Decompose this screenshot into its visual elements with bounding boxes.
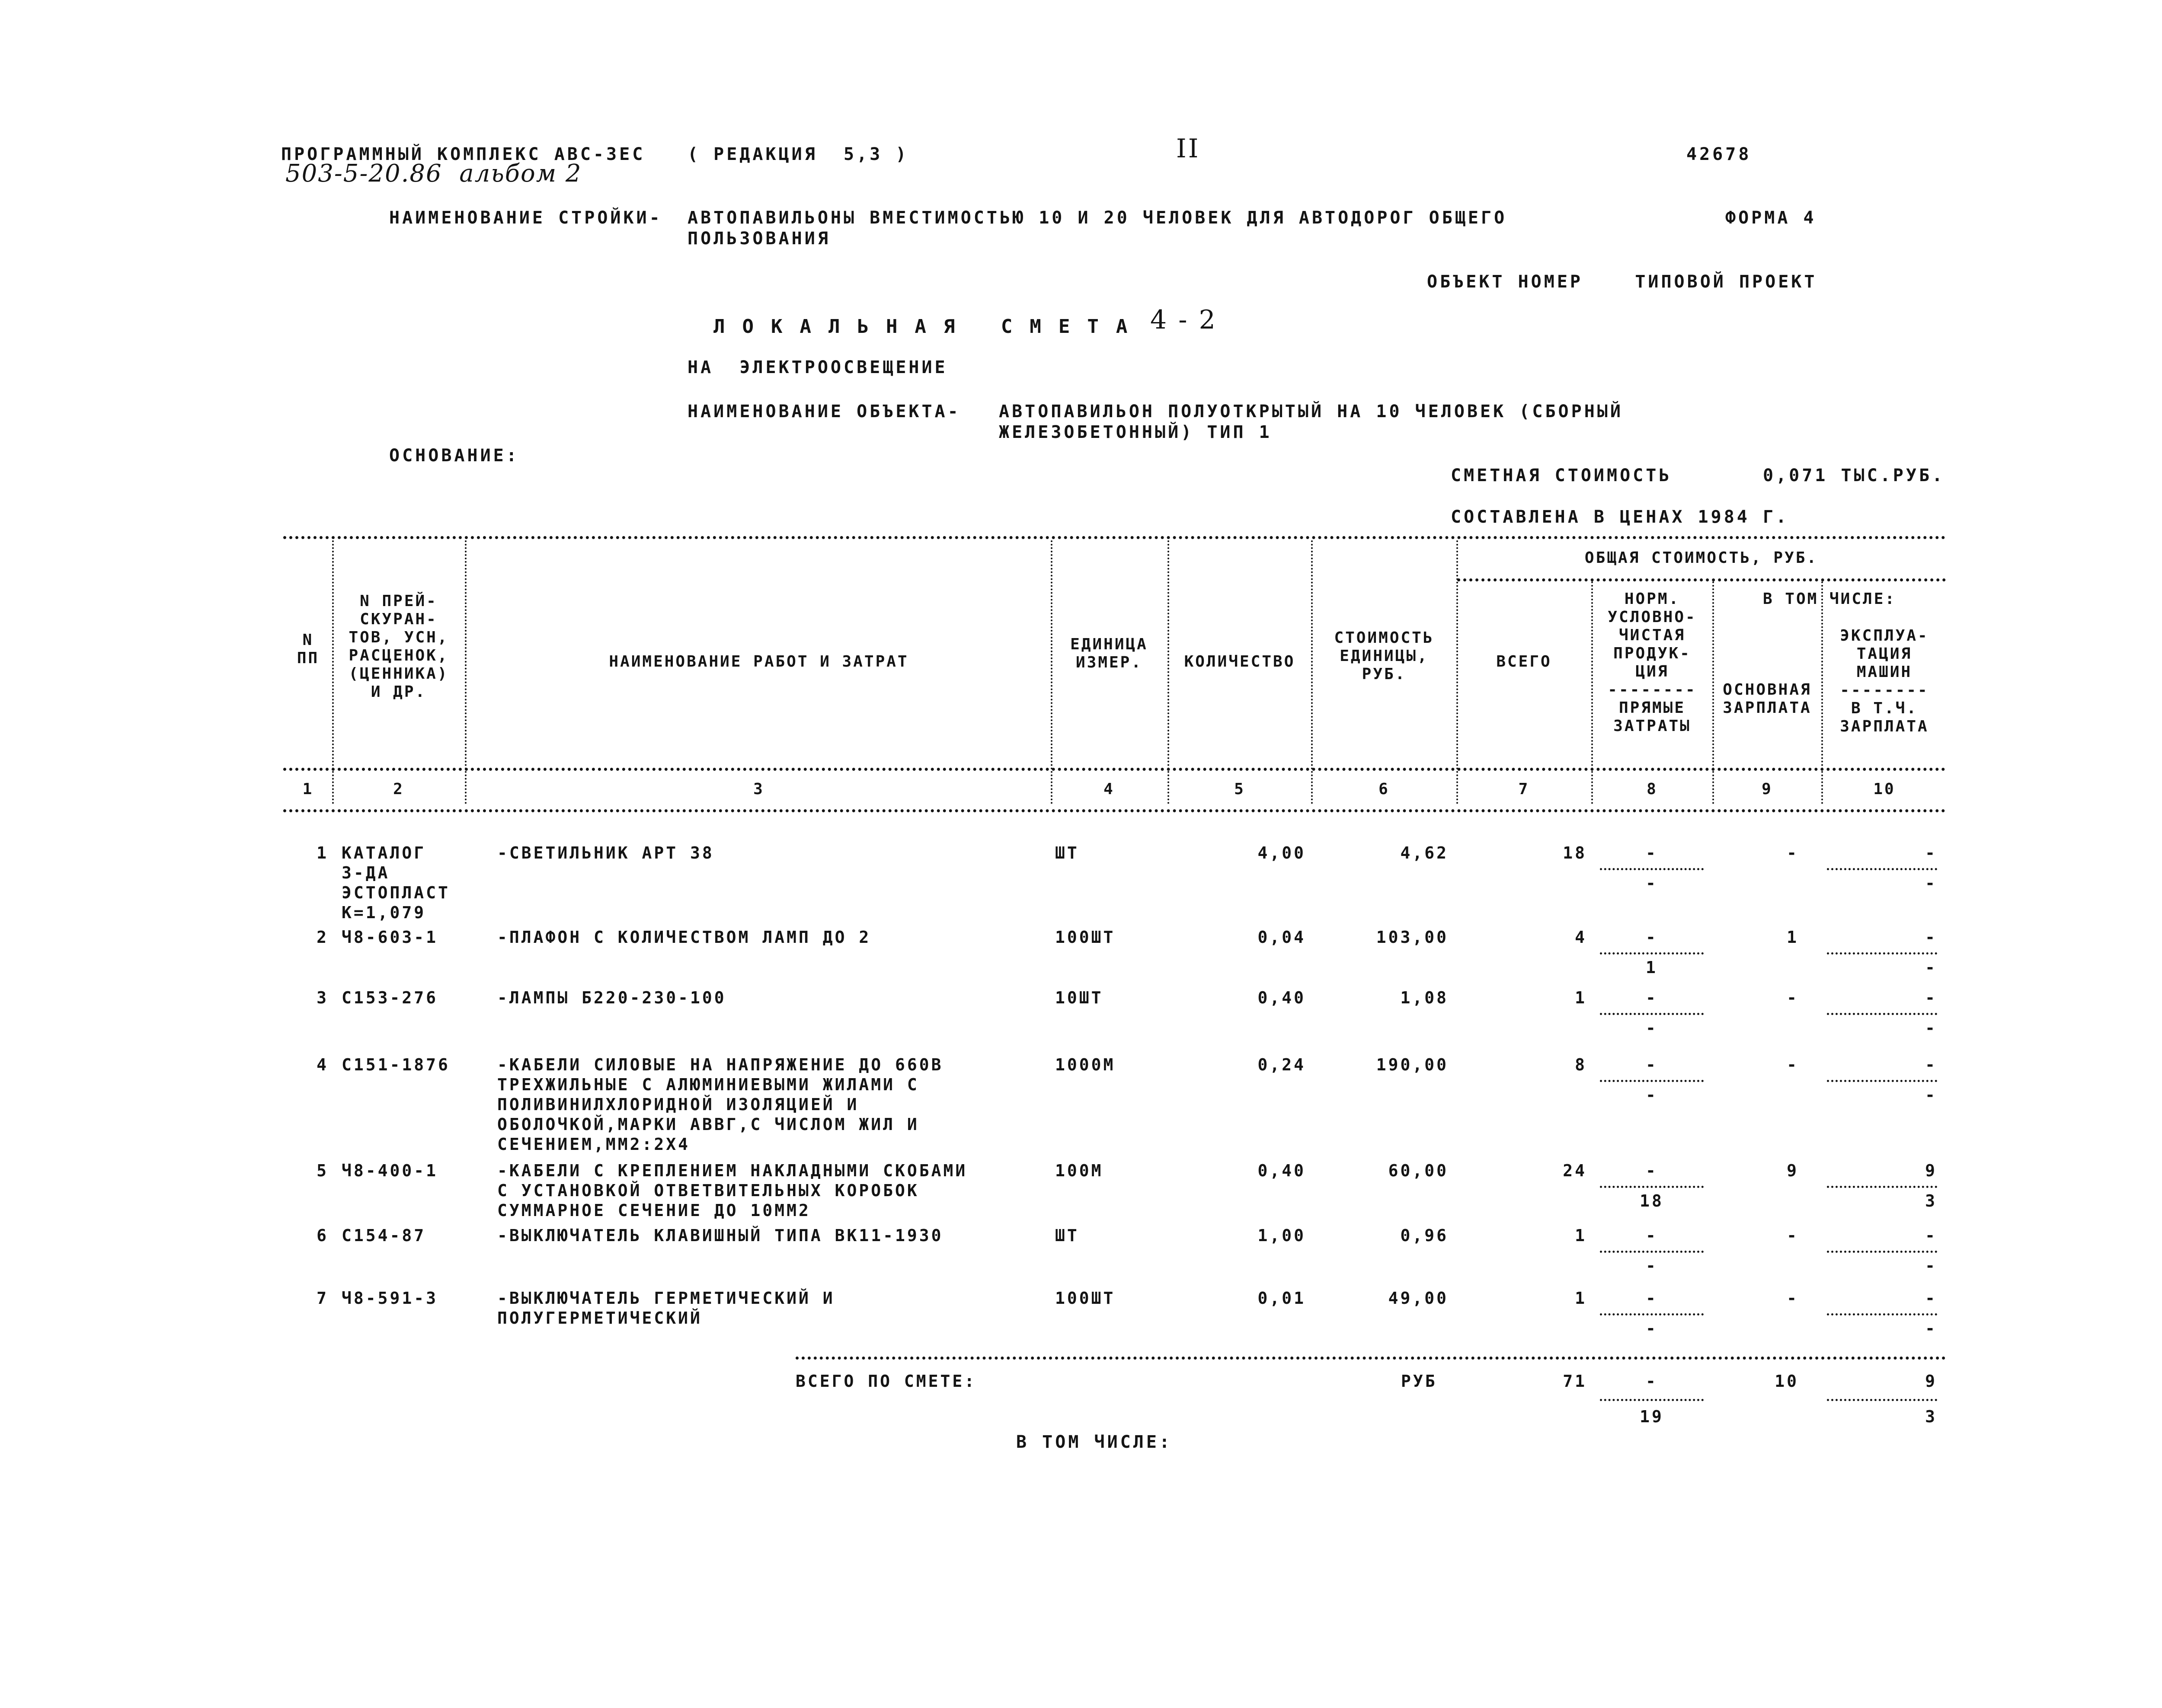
- totals-machines-top: 9: [1925, 1372, 1937, 1391]
- object-value-1: АВТОПАВИЛЬОН ПОЛУОТКРЫТЫЙ НА 10 ЧЕЛОВЕК (СБОРНЫЙ: [999, 402, 1623, 421]
- table-top-rule: [283, 536, 1946, 539]
- row-norm-bottom: 1: [1646, 958, 1658, 977]
- totals-norm-top: -: [1646, 1372, 1658, 1391]
- totals-salary: 10: [1775, 1372, 1799, 1391]
- row-machines-top: -: [1925, 1226, 1937, 1245]
- row-norm-divider: [1600, 1186, 1704, 1188]
- row-unit-price: 60,00: [1388, 1161, 1449, 1180]
- row-quantity: 0,40: [1257, 988, 1306, 1007]
- row-quantity: 4,00: [1257, 843, 1306, 862]
- row-unit-price: 49,00: [1388, 1289, 1449, 1308]
- col-header-norm: НОРМ. УСЛОВНО- ЧИСТАЯ ПРОДУК- ЦИЯ -------- ПРЯМЫЕ ЗАТРАТЫ: [1608, 590, 1697, 735]
- including-label: В ТОМ ЧИСЛЕ:: [1016, 1432, 1172, 1452]
- col-header-unit: ЕДИНИЦА ИЗМЕР.: [1070, 635, 1148, 671]
- construction-value-2: ПОЛЬЗОВАНИЯ: [688, 229, 831, 249]
- row-norm-top: -: [1646, 1289, 1658, 1308]
- row-number: 3: [317, 988, 329, 1007]
- row-name: -ПЛАФОН С КОЛИЧЕСТВОМ ЛАМП ДО 2: [497, 928, 871, 947]
- row-norm-bottom: -: [1646, 874, 1658, 893]
- object-value-2: ЖЕЛЕЗОБЕТОННЫЙ) ТИП 1: [999, 422, 1272, 442]
- row-number: 4: [317, 1055, 329, 1074]
- row-name: -ВЫКЛЮЧАТЕЛЬ КЛАВИШНЫЙ ТИПА ВК11-1930: [497, 1226, 943, 1245]
- row-machines-bottom: -: [1925, 1085, 1937, 1105]
- row-quantity: 0,04: [1257, 928, 1306, 947]
- construction-value-1: АВТОПАВИЛЬОНЫ ВМЕСТИМОСТЬЮ 10 И 20 ЧЕЛОВЕК ДЛЯ АВТОДОРОГ ОБЩЕГО: [688, 208, 1507, 228]
- row-machines-bottom: 3: [1925, 1191, 1937, 1210]
- row-norm-top: -: [1646, 843, 1658, 862]
- object-number: ОБЪЕКТ НОМЕР ТИПОВОЙ ПРОЕКТ: [1427, 272, 1817, 292]
- totals-total: 71: [1563, 1372, 1587, 1391]
- row-machines-bottom: -: [1925, 1319, 1937, 1338]
- row-norm-bottom: -: [1646, 1018, 1658, 1038]
- col-header-total-cost-group: ОБЩАЯ СТОИМОСТЬ, РУБ.: [1584, 549, 1818, 567]
- totals-machines-bottom: 3: [1925, 1407, 1937, 1426]
- row-name: -СВЕТИЛЬНИК АРТ 38: [497, 843, 714, 862]
- col-divider-3: [1051, 540, 1052, 804]
- row-total: 4: [1575, 928, 1587, 947]
- row-norm-top: -: [1646, 928, 1658, 947]
- col-number: 7: [1518, 780, 1530, 798]
- row-total: 18: [1563, 843, 1587, 862]
- row-norm-bottom: -: [1646, 1256, 1658, 1275]
- row-salary: -: [1787, 1055, 1799, 1074]
- col-header-code: N ПРЕЙ- СКУРАН- ТОВ, УСН, РАСЦЕНОК, (ЦЕННИКА) И ДР.: [349, 592, 449, 701]
- row-salary: -: [1787, 988, 1799, 1007]
- row-salary: -: [1787, 1226, 1799, 1245]
- row-quantity: 0,01: [1257, 1289, 1306, 1308]
- col-header-quantity: КОЛИЧЕСТВО: [1184, 653, 1295, 670]
- document-code: 42678: [1686, 144, 1752, 164]
- row-machines-top: -: [1925, 928, 1937, 947]
- totals-unit: РУБ: [1401, 1372, 1437, 1391]
- col-header-including-group: В ТОМ ЧИСЛЕ:: [1762, 590, 1897, 608]
- row-total: 1: [1575, 1226, 1587, 1245]
- row-norm-divider: [1600, 1080, 1704, 1082]
- row-name: -ЛАМПЫ Б220-230-100: [497, 988, 726, 1007]
- row-machines-bottom: -: [1925, 958, 1937, 977]
- row-machines-divider: [1827, 1013, 1937, 1015]
- row-name: -КАБЕЛИ СИЛОВЫЕ НА НАПРЯЖЕНИЕ ДО 660В ТРЕХЖИЛЬНЫЕ С АЛЮМИНИЕВЫМИ ЖИЛАМИ С ПОЛИВИНИЛХЛОРИДНОЙ ИЗОЛЯЦИЕЙ И ОБОЛОЧКОЙ,МАРКИ АВВГ,С ЧИСЛОМ ЖИЛ И СЕЧЕНИЕМ,ММ2:2Х4: [497, 1055, 943, 1154]
- row-unit: 10ШТ: [1055, 988, 1103, 1007]
- totals-label: ВСЕГО ПО СМЕТЕ:: [796, 1372, 977, 1391]
- row-total: 8: [1575, 1055, 1587, 1074]
- row-unit: ШТ: [1055, 843, 1079, 862]
- row-norm-bottom: -: [1646, 1319, 1658, 1338]
- col-number: 2: [393, 780, 404, 798]
- col-number: 3: [753, 780, 764, 798]
- sheet-number: II: [1176, 134, 1200, 164]
- row-unit-price: 190,00: [1376, 1055, 1449, 1074]
- price-level: СОСТАВЛЕНА В ЦЕНАХ 1984 Г.: [1451, 507, 1789, 527]
- totals-norm-bottom: 19: [1640, 1407, 1664, 1426]
- program-name: ПРОГРАММНЫЙ КОМПЛЕКС АВС-ЗЕС: [281, 144, 646, 164]
- row-unit: 100ШТ: [1055, 1289, 1116, 1308]
- row-machines-top: -: [1925, 843, 1937, 862]
- totals-rule: [796, 1357, 1946, 1360]
- construction-label: НАИМЕНОВАНИЕ СТРОЙКИ-: [389, 208, 662, 228]
- col-number: 4: [1103, 780, 1115, 798]
- col-number: 5: [1234, 780, 1245, 798]
- row-code: С151-1876: [342, 1055, 450, 1074]
- row-name: -КАБЕЛИ С КРЕПЛЕНИЕМ НАКЛАДНЫМИ СКОБАМИ С УСТАНОВКОЙ ОТВЕТВИТЕЛЬНЫХ КОРОБОК СУММАРНОЕ СЕЧЕНИЕ ДО 10ММ2: [497, 1161, 968, 1220]
- row-unit: 100М: [1055, 1161, 1103, 1180]
- row-norm-bottom: -: [1646, 1085, 1658, 1105]
- handwritten-album-note: 503-5-20.86 альбом 2: [285, 160, 582, 188]
- row-name: -ВЫКЛЮЧАТЕЛЬ ГЕРМЕТИЧЕСКИЙ И ПОЛУГЕРМЕТИЧЕСКИЙ: [497, 1289, 835, 1328]
- col-number: 1: [302, 780, 314, 798]
- row-code: Ч8-591-3: [342, 1289, 438, 1308]
- col-number: 9: [1762, 780, 1773, 798]
- col-header-name: НАИМЕНОВАНИЕ РАБОТ И ЗАТРАТ: [609, 653, 909, 670]
- row-salary: 1: [1787, 928, 1799, 947]
- row-machines-divider: [1827, 1186, 1937, 1188]
- total-cost-group-rule: [1457, 578, 1946, 581]
- number-row-bottom-rule: [283, 809, 1946, 812]
- row-norm-bottom: 18: [1640, 1191, 1664, 1210]
- row-machines-top: -: [1925, 1289, 1937, 1308]
- totals-norm-divider: [1600, 1399, 1704, 1401]
- row-machines-divider: [1827, 868, 1937, 870]
- row-machines-top: 9: [1925, 1161, 1937, 1180]
- row-norm-divider: [1600, 1313, 1704, 1315]
- row-norm-divider: [1600, 1013, 1704, 1015]
- row-total: 24: [1563, 1161, 1587, 1180]
- col-divider-2: [465, 540, 467, 804]
- row-quantity: 0,40: [1257, 1161, 1306, 1180]
- row-machines-bottom: -: [1925, 1018, 1937, 1038]
- col-number: 10: [1873, 780, 1896, 798]
- row-code: КАТАЛОГ 3-ДА ЭСТОПЛАСТ К=1,079: [342, 843, 450, 922]
- edition: ( РЕДАКЦИЯ 5,3 ): [688, 144, 909, 164]
- row-machines-divider: [1827, 1313, 1937, 1315]
- row-norm-top: -: [1646, 988, 1658, 1007]
- object-label: НАИМЕНОВАНИЕ ОБЪЕКТА-: [688, 402, 961, 421]
- row-machines-divider: [1827, 1251, 1937, 1253]
- estimated-cost: СМЕТНАЯ СТОИМОСТЬ 0,071 ТЫС.РУБ.: [1451, 466, 1945, 485]
- col-number: 8: [1647, 780, 1658, 798]
- estimate-number: 4 - 2: [1150, 305, 1217, 335]
- row-norm-top: -: [1646, 1226, 1658, 1245]
- estimate-title: ЛОКАЛЬНАЯ СМЕТА: [713, 316, 1145, 338]
- form-number: ФОРМА 4: [1725, 208, 1817, 228]
- row-total: 1: [1575, 1289, 1587, 1308]
- row-total: 1: [1575, 988, 1587, 1007]
- col-header-total: ВСЕГО: [1496, 653, 1552, 670]
- row-number: 1: [317, 843, 329, 862]
- row-quantity: 0,24: [1257, 1055, 1306, 1074]
- row-unit-price: 1,08: [1400, 988, 1449, 1007]
- row-code: С154-87: [342, 1226, 426, 1245]
- row-salary: 9: [1787, 1161, 1799, 1180]
- row-salary: -: [1787, 843, 1799, 862]
- row-norm-divider: [1600, 952, 1704, 955]
- row-machines-bottom: -: [1925, 1256, 1937, 1275]
- row-norm-top: -: [1646, 1055, 1658, 1074]
- row-code: С153-276: [342, 988, 438, 1007]
- row-norm-divider: [1600, 868, 1704, 870]
- col-header-unit-price: СТОИМОСТЬ ЕДИНИЦЫ, РУБ.: [1334, 629, 1434, 683]
- row-number: 2: [317, 928, 329, 947]
- row-machines-divider: [1827, 1080, 1937, 1082]
- row-norm-divider: [1600, 1251, 1704, 1253]
- col-header-base-salary: ОСНОВНАЯ ЗАРПЛАТА: [1723, 681, 1812, 717]
- col-number: 6: [1378, 780, 1390, 798]
- row-unit: 1000М: [1055, 1055, 1116, 1074]
- row-code: Ч8-603-1: [342, 928, 438, 947]
- totals-machines-divider: [1827, 1399, 1937, 1401]
- row-machines-top: -: [1925, 1055, 1937, 1074]
- row-unit: ШТ: [1055, 1226, 1079, 1245]
- row-quantity: 1,00: [1257, 1226, 1306, 1245]
- basis-label: ОСНОВАНИЕ:: [389, 446, 519, 466]
- row-norm-top: -: [1646, 1161, 1658, 1180]
- col-header-n: N ПП: [297, 631, 320, 667]
- estimate-for: НА ЭЛЕКТРООСВЕЩЕНИЕ: [688, 358, 948, 377]
- row-code: Ч8-400-1: [342, 1161, 438, 1180]
- row-unit-price: 0,96: [1400, 1226, 1449, 1245]
- row-machines-bottom: -: [1925, 874, 1937, 893]
- row-number: 7: [317, 1289, 329, 1308]
- row-salary: -: [1787, 1289, 1799, 1308]
- col-divider-6: [1456, 540, 1458, 804]
- row-unit-price: 103,00: [1376, 928, 1449, 947]
- row-unit: 100ШТ: [1055, 928, 1116, 947]
- header-bottom-rule: [283, 768, 1946, 771]
- row-number: 5: [317, 1161, 329, 1180]
- row-unit-price: 4,62: [1400, 843, 1449, 862]
- col-header-machines: ЭКСПЛУА- ТАЦИЯ МАШИН -------- В Т.Ч. ЗАРПЛАТА: [1840, 627, 1929, 735]
- row-machines-top: -: [1925, 988, 1937, 1007]
- col-divider-4: [1167, 540, 1169, 804]
- row-machines-divider: [1827, 952, 1937, 955]
- row-number: 6: [317, 1226, 329, 1245]
